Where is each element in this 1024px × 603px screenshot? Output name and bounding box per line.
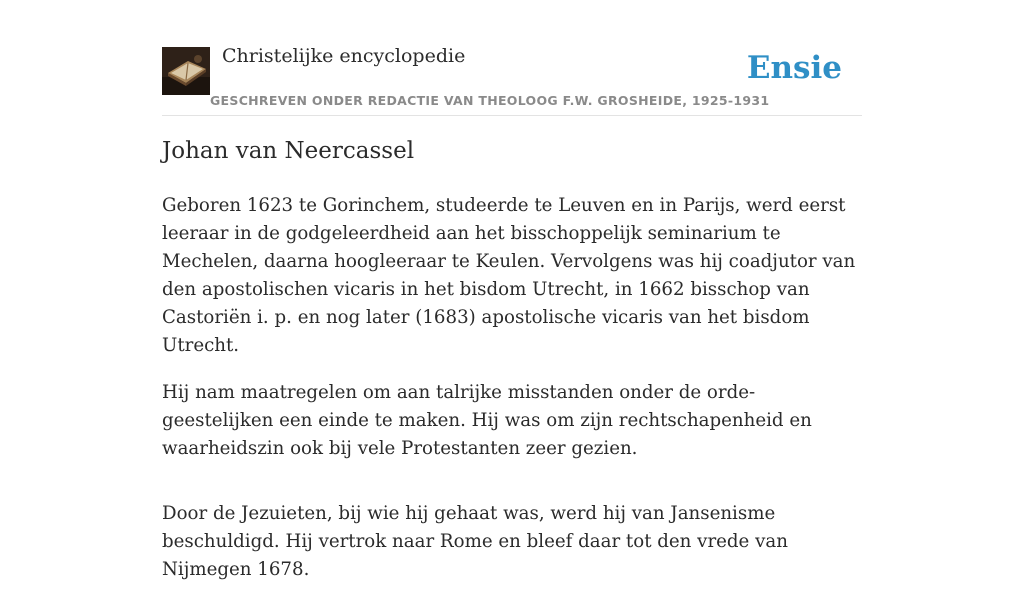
site-subtitle: GESCHREVEN ONDER REDACTIE VAN THEOLOOG F.W. GROSHEIDE, 1925-1931 <box>210 93 770 108</box>
site-name[interactable]: Christelijke encyclopedie <box>222 45 466 67</box>
avatar[interactable] <box>162 47 210 95</box>
article-title: Johan van Neercassel <box>162 138 415 164</box>
book-photo-icon <box>162 47 210 95</box>
page <box>162 0 862 580</box>
article-paragraph: Hij nam maatregelen om aan talrijke misstanden onder de orde-geestelijken een einde te maken. Hij was om zijn rechtschapenheid en waarheidszin ook bij vele Protestanten zeer gezien. <box>162 382 812 459</box>
site-header <box>162 0 862 116</box>
ensie-logo[interactable]: Ensie <box>746 50 842 86</box>
article-body <box>162 192 862 603</box>
article-paragraph: Geboren 1623 te Gorinchem, studeerde te Leuven en in Parijs, werd eerst leeraar in de godgeleerdheid aan het bisschoppelijk seminarium te Mechelen, daarna hoogleeraar te Keulen. Vervolgens was hij coadjutor van den apostolischen vicaris in het bisdom Utrecht, in 1662 bisschop van Castoriën i. p. en nog later (1683) apostolische vicaris van het bisdom Utrecht. <box>162 195 856 356</box>
article-paragraph: Door de Jezuieten, bij wie hij gehaat was, werd hij van Jansenisme beschuldigd. Hij vertrok naar Rome en bleef daar tot den vrede van Nijmegen 1678. <box>162 503 788 580</box>
